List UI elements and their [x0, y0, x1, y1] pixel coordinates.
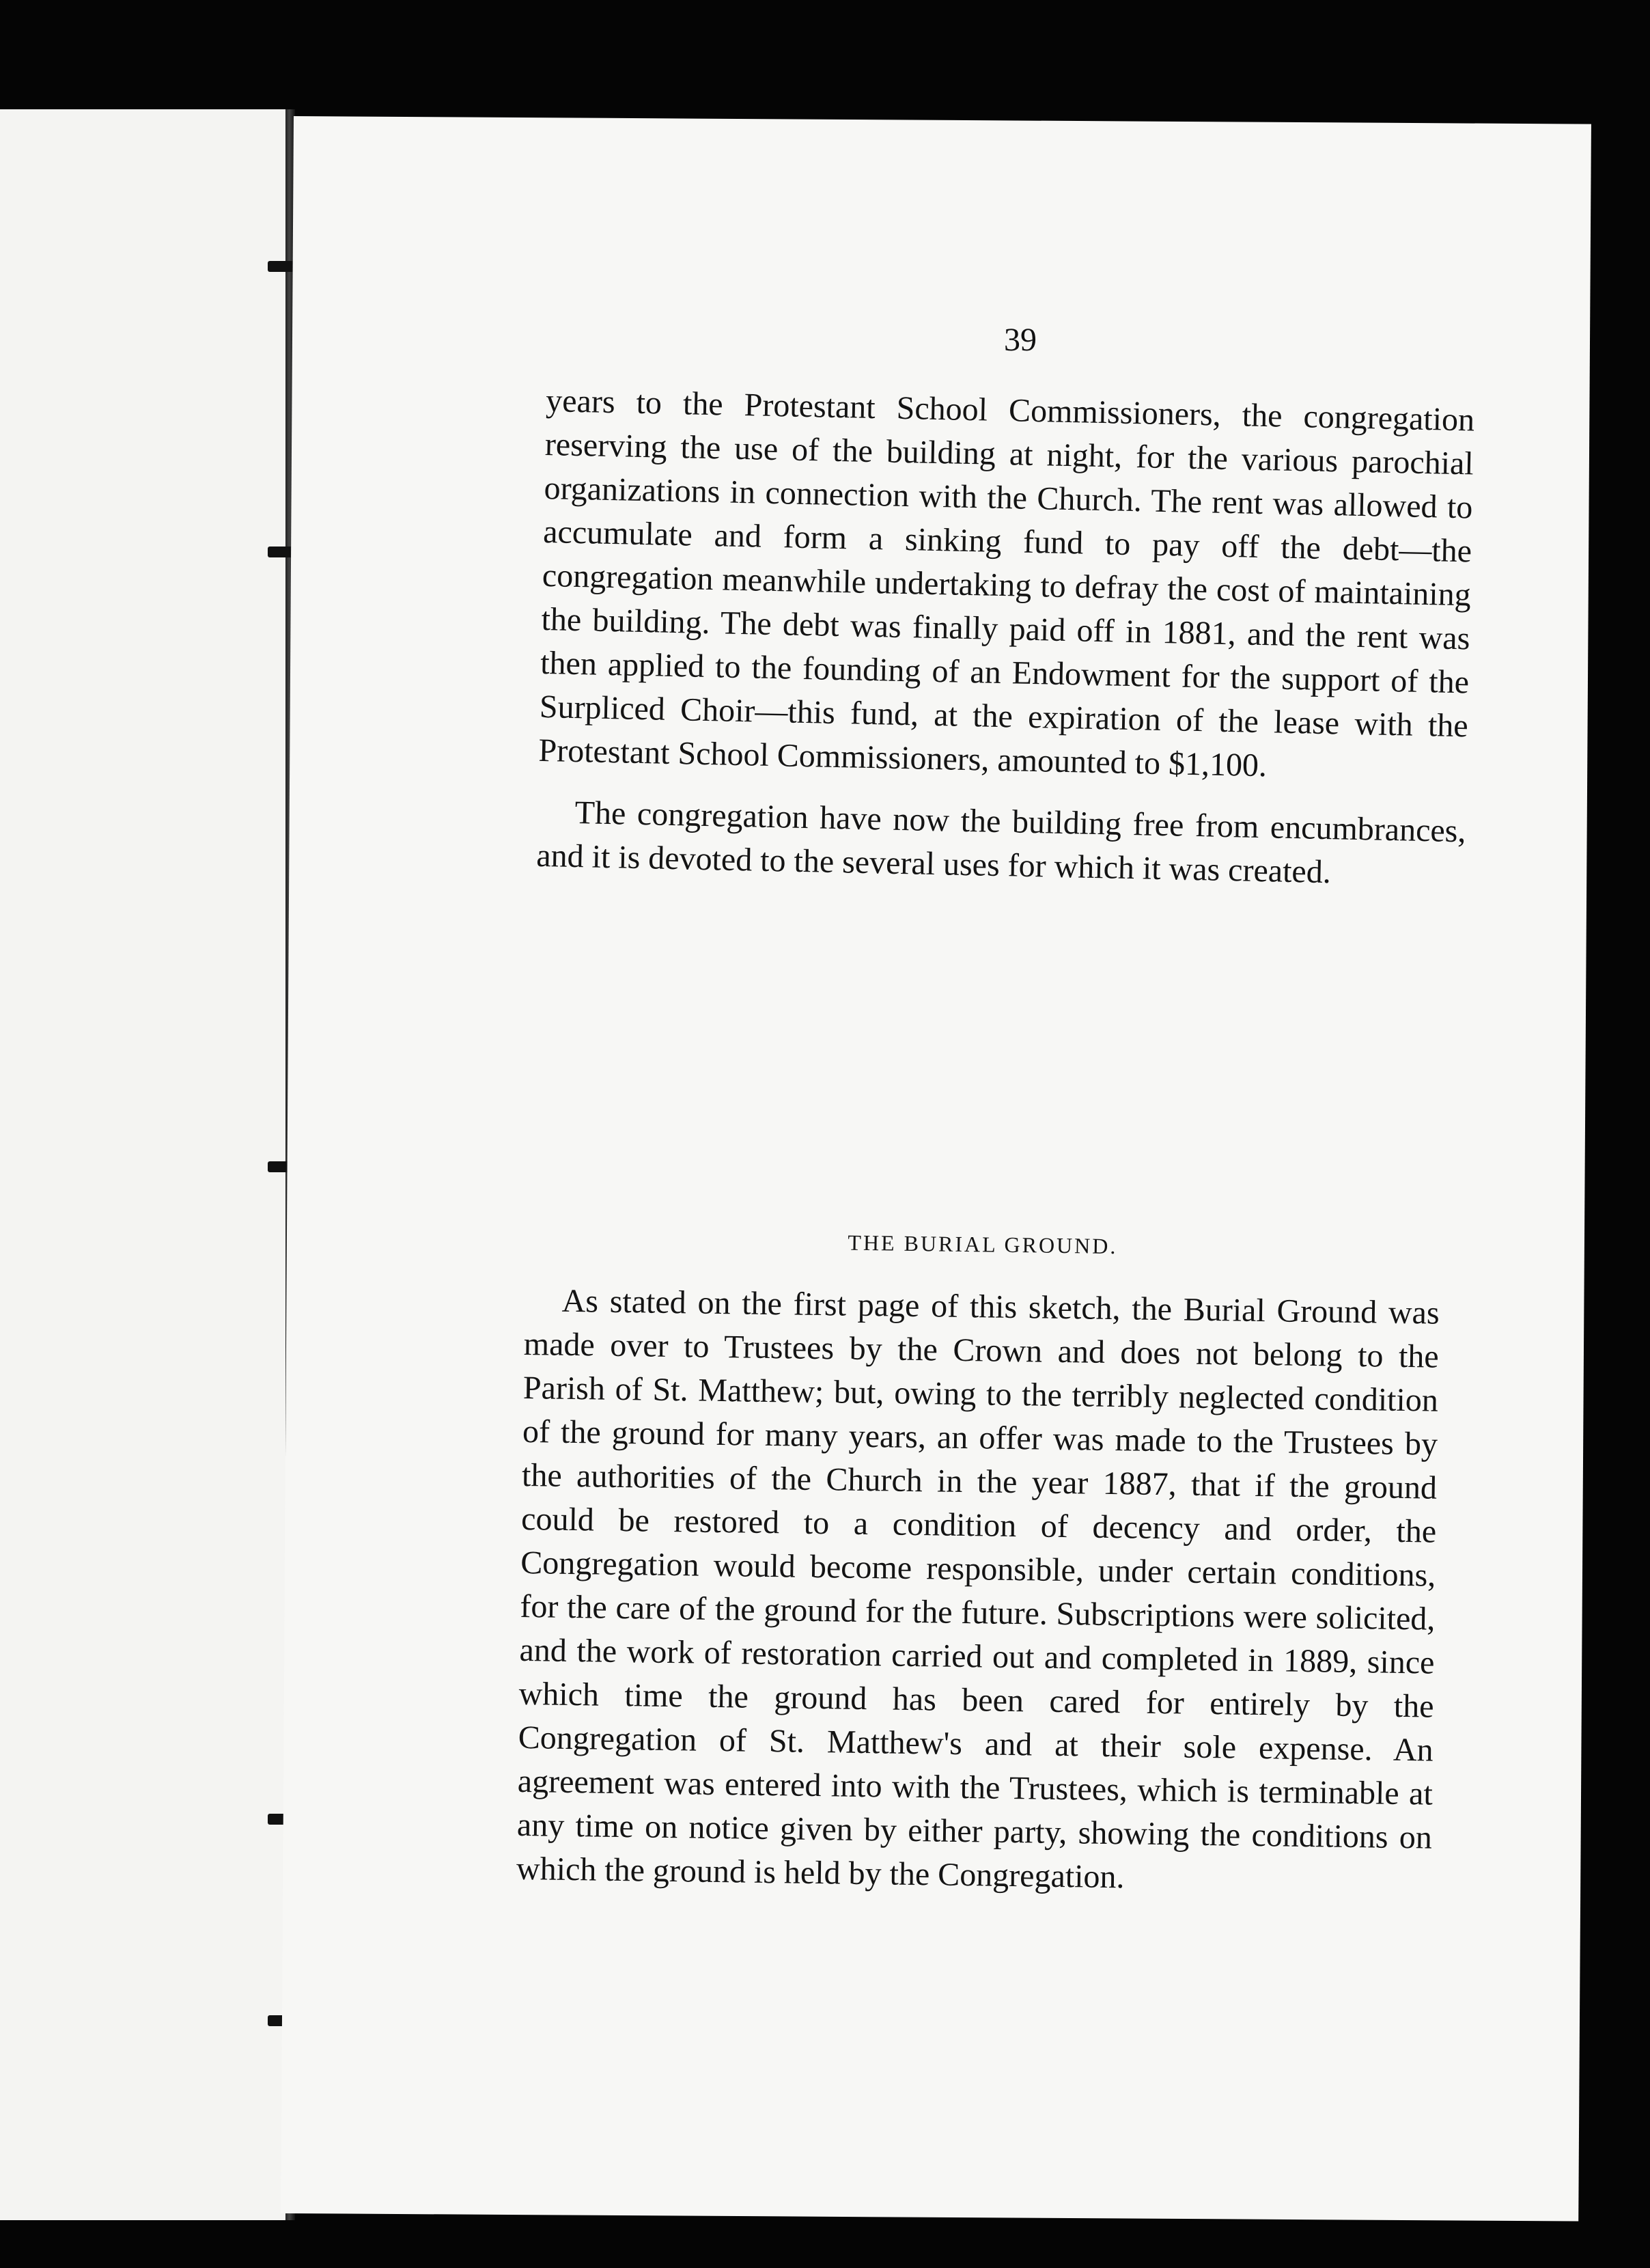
paragraph: years to the Protestant School Commissioners, the congregation reserving the use of the building at night, for the various parochial organizations in connection with the Church. The rent was allowed to accumulate and form a sinking fund to pay off the debt—the congregation meanwhile undertaking to defray the cost of maintaining the building. The debt was finally paid off in 1881, and the rent was then applied to the founding of an Endowment for the support of the Surpliced Choir—this fund, at the expiration of the lease with the Protestant School Commissioners, amounted to $1,100. — [538, 382, 1475, 784]
paragraph: The congregation have now the building free from encumbrances, and it is devoted to the several uses for which it was created. — [535, 794, 1466, 891]
lower-text-block — [516, 1189, 1441, 1922]
upper-text-block — [535, 379, 1475, 915]
section-heading: THE BURIAL GROUND. — [848, 1230, 1118, 1259]
left-page — [0, 109, 287, 2220]
page-number: 39 — [1004, 322, 1037, 358]
paragraph: As stated on the first page of this sketch, the Burial Ground was made over to Trustees by the Crown and does not belong to the Parish of St. Matthew; but, owing to the terribly neglected condition of the ground for many years, an offer was made to the Trustees by the authorities of the Church in the year 1887, that if the ground could be restored to a condition of decency and order, the Congregation would become responsible, under certain conditions, for the care of the ground for the future. Subscriptions were solicited, and the work of restoration carried out and completed in 1889, since which time the ground has been cared for entirely by the Congregation of St. Matthew's and at their sole expense. An agreement was entered into with the Trustees, which is terminable at any time on notice given by either party, showing the conditions on which the ground is held by the Congregation. — [516, 1282, 1440, 1896]
